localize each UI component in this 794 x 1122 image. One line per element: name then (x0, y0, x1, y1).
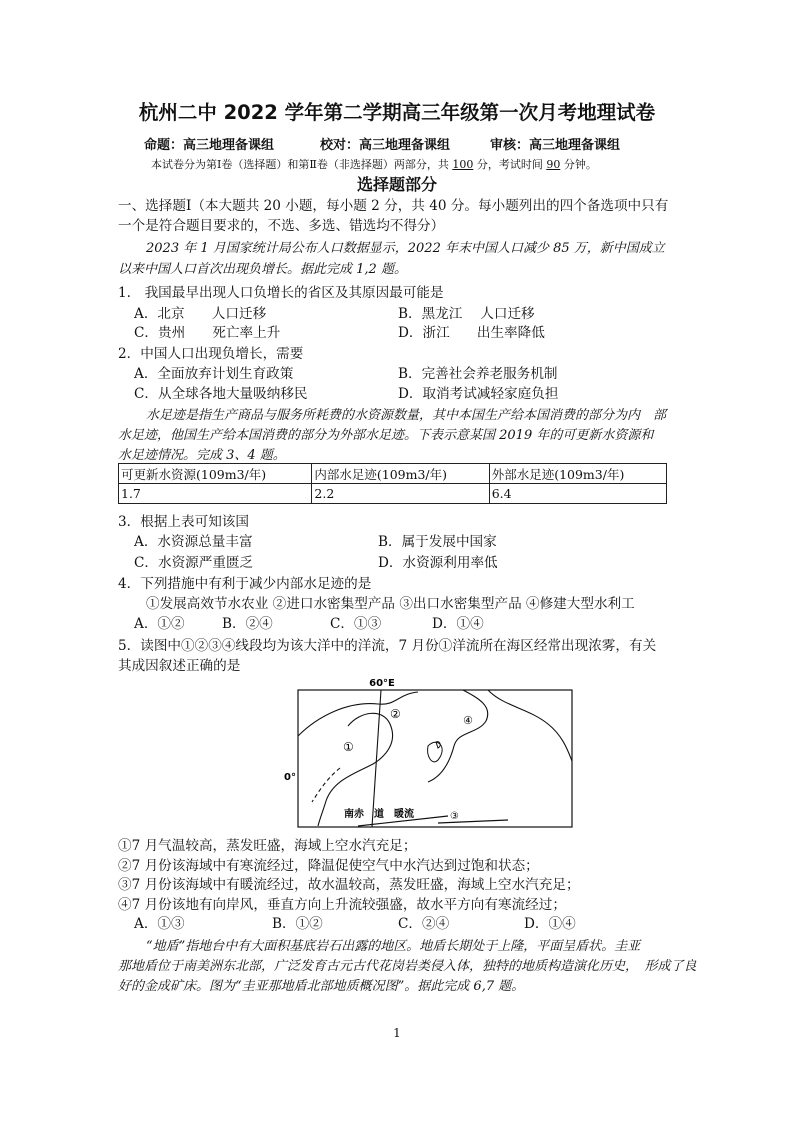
q5-stem-2: 其成因叙述正确的是 (118, 658, 241, 674)
q3-option-b: B．属于发展中国家 (378, 534, 497, 550)
page-title: 杭州二中 2022 学年第二学期高三年级第一次月考地理试卷 (138, 101, 656, 124)
q5-option-c: C．②④ (398, 916, 450, 932)
q5-statement-2: ②7 月份该海域中有寒流经过，降温促使空气中水汽达到过饱和状态； (118, 858, 539, 874)
q3-stem: 3．根据上表可知该国 (118, 514, 249, 530)
credit-proof: 校对：高三地理备课组 (320, 138, 451, 153)
exam-note: 本试卷分为第Ⅰ卷（选择题）和第Ⅱ卷（非选择题）两部分，共 100 分，考试时间 90 分钟。 (151, 158, 597, 171)
q4-option-c: C．①③ (330, 616, 382, 632)
q1-option-a: A．北京 人口迁移 (134, 306, 267, 322)
q4-option-d: D．①④ (432, 616, 484, 632)
table-row (119, 484, 667, 504)
latitude-label: 0° (284, 772, 296, 783)
q4-option-a: A．①② (134, 616, 185, 632)
marker-2: ② (390, 707, 401, 721)
q5-option-b: B．①② (272, 916, 323, 932)
q5-option-d: D．①④ (524, 916, 576, 932)
passage1-line-1: 2023 年 1 月国家统计局公布人口数据显示，2022 年末中国人口减少 85 万，新中国成立 (146, 241, 665, 256)
credit-author: 命题：高三地理备课组 (144, 138, 275, 153)
q2-stem: 2．中国人口出现负增长，需要 (118, 346, 304, 362)
longitude-label: 60°E (369, 678, 395, 689)
q2-option-a: A．全面放弃计划生育政策 (134, 366, 294, 382)
passage3-line-1: “地盾”指地台中有大面积基底岩石出露的地区。地盾长期处于上隆，平面呈盾状。圭亚 (146, 939, 641, 954)
total-score: 100 (452, 158, 474, 171)
q5-statement-1: ①7 月气温较高，蒸发旺盛，海域上空水汽充足； (118, 838, 417, 854)
marker-1: ① (343, 740, 354, 754)
current-label: 南赤 道 暖流 (344, 809, 414, 820)
q5-statement-4: ④7 月份该地有向岸风，垂直方向上升流较强盛，故水平方向有寒流经过； (118, 897, 566, 913)
q5-stem-1: 5．读图中①②③④线段均为该大洋中的洋流，7 月份①洋流所在海区经常出现浓雾，有关 (118, 638, 657, 654)
q4-option-b: B．②④ (222, 616, 273, 632)
section-title: 选择题部分 (356, 175, 437, 194)
marker-4: ④ (463, 714, 473, 727)
passage2-line-1: 水足迹是指生产商品与服务所耗费的水资源数量，其中本国生产给本国消费的部分为内 部 (146, 408, 667, 423)
exam-time: 90 (546, 158, 561, 171)
passage1-line-2: 以来中国人口首次出现负增长。据此完成 1,2 题。 (118, 262, 407, 277)
table-cell: 1.7 (119, 484, 312, 504)
q3-option-a: A．水资源总量丰富 (134, 534, 253, 550)
passage2-line-2: 水足迹，他国生产给本国消费的部分为外部水足迹。下表示意某国 2019 年的可更新水资源和 (118, 428, 654, 443)
table-cell: 6.4 (489, 484, 666, 504)
instruction-line-1: 一、选择题Ⅰ（本大题共 20 小题，每小题 2 分，共 40 分。每小题列出的四个备选项中只有 (118, 198, 669, 214)
q4-stem: 4．下列措施中有利于减少内部水足迹的是 (118, 576, 372, 592)
ocean-current-map (278, 676, 578, 830)
q1-option-c: C．贵州 死亡率上升 (134, 325, 281, 341)
q2-option-b: B．完善社会养老服务机制 (398, 366, 558, 382)
q4-items: ①发展高效节水农业 ②进口水密集型产品 ③出口水密集型产品 ④修建大型水利工 (146, 596, 635, 612)
water-footprint-table (118, 463, 667, 504)
q2-option-c: C．从全球各地大量吸纳移民 (134, 386, 308, 402)
page-number: 1 (393, 1026, 401, 1040)
q1-option-d: D．浙江 出生率降低 (398, 325, 545, 341)
passage3-line-3: 好的金成矿床。图为“圭亚那地盾北部地质概况图”。据此完成 6,7 题。 (118, 979, 525, 994)
q2-option-d: D．取消考试减轻家庭负担 (398, 386, 559, 402)
instruction-line-2: 一个是符合题目要求的，不选、多选、错选均不得分） (118, 218, 445, 234)
marker-3: ③ (450, 811, 459, 822)
table-header-cell: 内部水足迹(109m3/年) (312, 464, 489, 484)
q5-statement-3: ③7 月份该海域中有暖流经过，故水温较高，蒸发旺盛，海域上空水汽充足； (118, 877, 580, 893)
q1-stem: 1. 我国最早出现人口负增长的省区及其原因最可能是 (118, 285, 444, 301)
q3-option-c: C．水资源严重匮乏 (134, 555, 254, 571)
passage2-line-3: 水足迹情况。完成 3、4 题。 (118, 448, 286, 463)
q3-option-d: D．水资源利用率低 (378, 555, 498, 571)
q1-option-b: B．黑龙江 人口迁移 (398, 306, 535, 322)
table-cell: 2.2 (312, 484, 489, 504)
table-header-row (119, 464, 667, 484)
map-frame (298, 690, 572, 827)
table-header-cell: 可更新水资源(109m3/年) (119, 464, 312, 484)
q5-option-a: A．①③ (134, 916, 185, 932)
credit-review: 审核：高三地理备课组 (490, 138, 621, 153)
passage3-line-2: 那地盾位于南美洲东北部，广泛发育古元古代花岗岩类侵入体，独特的地质构造演化历史， 形成了良 (118, 959, 697, 974)
table-header-cell: 外部水足迹(109m3/年) (489, 464, 666, 484)
